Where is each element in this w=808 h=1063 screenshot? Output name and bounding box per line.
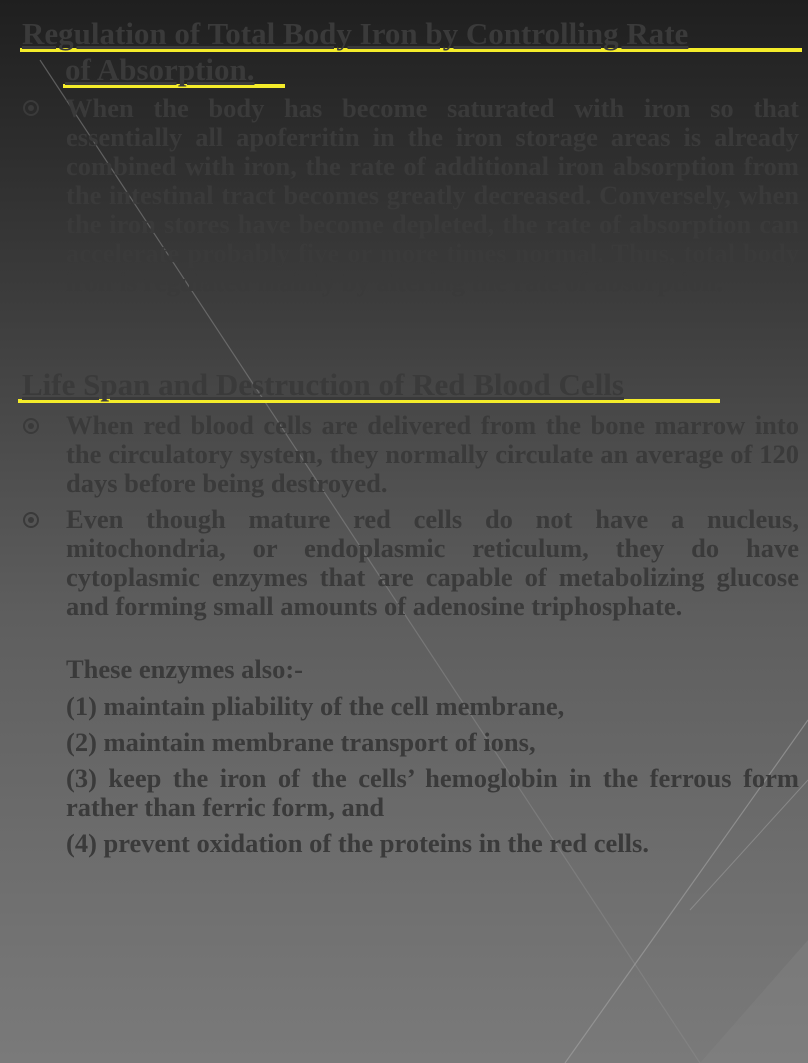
section-1-bullet-1: When the body has become saturated with iron so that essentially all apoferritin in the iron storage areas is already combined with iron, the rate of additional iron absorption from the intestinal tract becomes greatly decreased. Conversely, when the iron stores have become depleted, the rate of absorption can accelerate probably five or more times normal. Thus, total body iron is regulated mainly by altering the rate of absorption. [66, 93, 799, 297]
enzyme-function-2: (2) maintain membrane transport of ions, [66, 727, 536, 757]
enzyme-function-4: (4) prevent oxidation of the proteins in the red cells. [66, 828, 649, 858]
section-1-heading-line2: of Absorption. [65, 52, 255, 87]
enzyme-function-3: (3) keep the iron of the cells’ hemoglobin in the ferrous form rather than ferric form, and [66, 763, 799, 822]
enzyme-function-1: (1) maintain pliability of the cell membrane, [66, 691, 565, 721]
circled-dot-bullet-icon [22, 511, 40, 529]
section-2-bullet-2: Even though mature red cells do not have a nucleus, mitochondria, or endoplasmic reticulum, they do have cytoplasmic enzymes that are capable of metabolizing glucose and forming small amounts of adenosine triphosphate. [66, 504, 799, 621]
section-2-bullet-1: When red blood cells are delivered from the bone marrow into the circulatory system, they normally circulate an average of 120 days before being destroyed. [66, 410, 799, 498]
circled-dot-bullet-icon [22, 99, 40, 117]
section-1-heading-line1: Regulation of Total Body Iron by Controlling Rate [22, 16, 689, 51]
section-2-heading: Life Span and Destruction of Red Blood Cells [22, 367, 624, 402]
enzymes-intro: These enzymes also:- [66, 654, 303, 684]
circled-dot-bullet-icon [22, 417, 40, 435]
section-1-heading [22, 16, 802, 88]
